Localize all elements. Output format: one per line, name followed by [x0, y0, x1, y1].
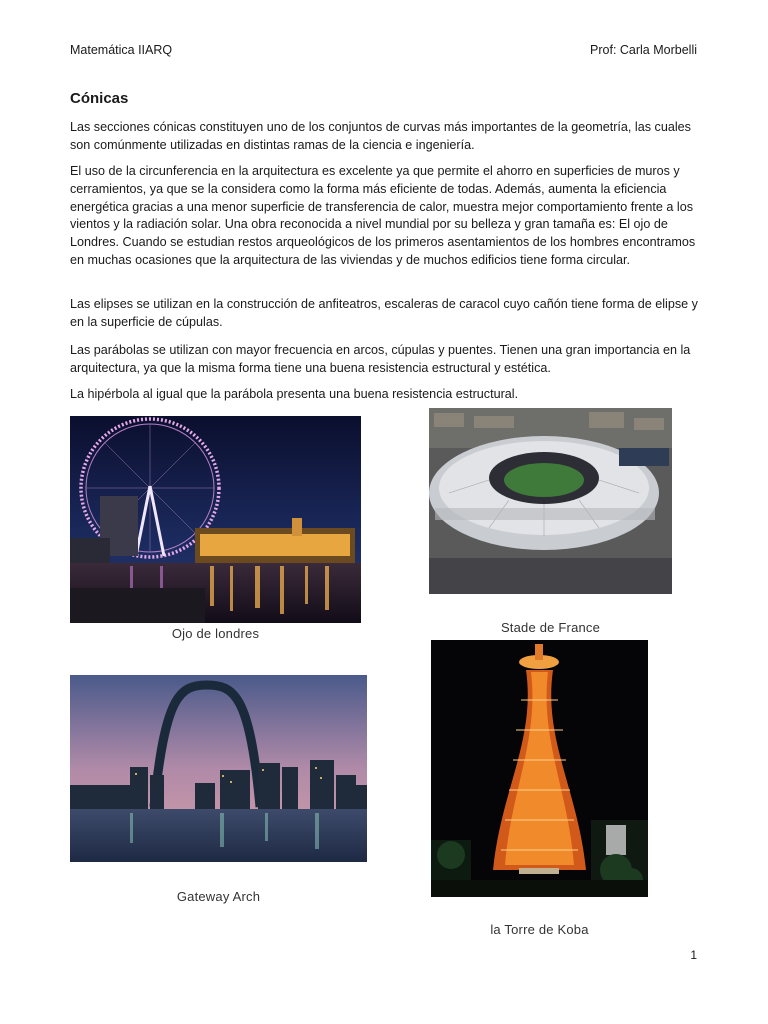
kobe-tower-photo [431, 640, 648, 897]
page-number: 1 [690, 948, 697, 962]
london-eye-photo [70, 416, 361, 623]
caption-kobe-tower: la Torre de Koba [490, 922, 589, 937]
caption-gateway-arch: Gateway Arch [176, 889, 261, 904]
stade-de-france-photo [429, 408, 672, 594]
paragraph-parabola: Las parábolas se utilizan con mayor frecuencia en arcos, cúpulas y puentes. Tienen una gran importancia en la arquitectura, ya que la misma forma tiene una buena resistencia estructural y estética. [70, 343, 691, 375]
caption-stade-de-france: Stade de France [500, 620, 601, 635]
header-professor: Prof: Carla Morbelli [590, 43, 697, 57]
paragraph-ellipse: Las elipses se utilizan en la construcción de anfiteatros, escaleras de caracol cuyo cañón tiene forma de elipse y en la superficie de cúpulas. [70, 297, 698, 329]
page-title: Cónicas [70, 90, 129, 107]
paragraph-hyperbola: La hipérbola al igual que la parábola presenta una buena resistencia estructural. [70, 387, 519, 401]
gateway-arch-photo [70, 675, 367, 862]
paragraph-circle: El uso de la circunferencia en la arquitectura es excelente ya que permite el ahorro en superficies de muros y cerramientos, ya que se la considera como la forma más eficiente de todas. Además, aumenta la eficiencia energética gracias a una menor superficie de transferencia de calor, muestra mejor comportamiento frente a los vientos y la radiación solar. Una obra reconocida a nivel mundial por su belleza y gran tamaña es: El ojo de Londres. Cuando se estudian restos arqueológicos de los primeros asentamientos de los hombres encontramos en muchas ocasiones que la arquitectura de las viviendas y de muchos edificios tiene forma circular. [70, 164, 696, 267]
paragraph-intro: Las secciones cónicas constituyen uno de los conjuntos de curvas más importantes de la geometría, las cuales son comúnmente utilizadas en distintas ramas de la ciencia e ingeniería. [70, 120, 691, 152]
header-course: Matemática IIARQ [70, 43, 173, 57]
caption-london-eye: Ojo de londres [171, 626, 260, 641]
